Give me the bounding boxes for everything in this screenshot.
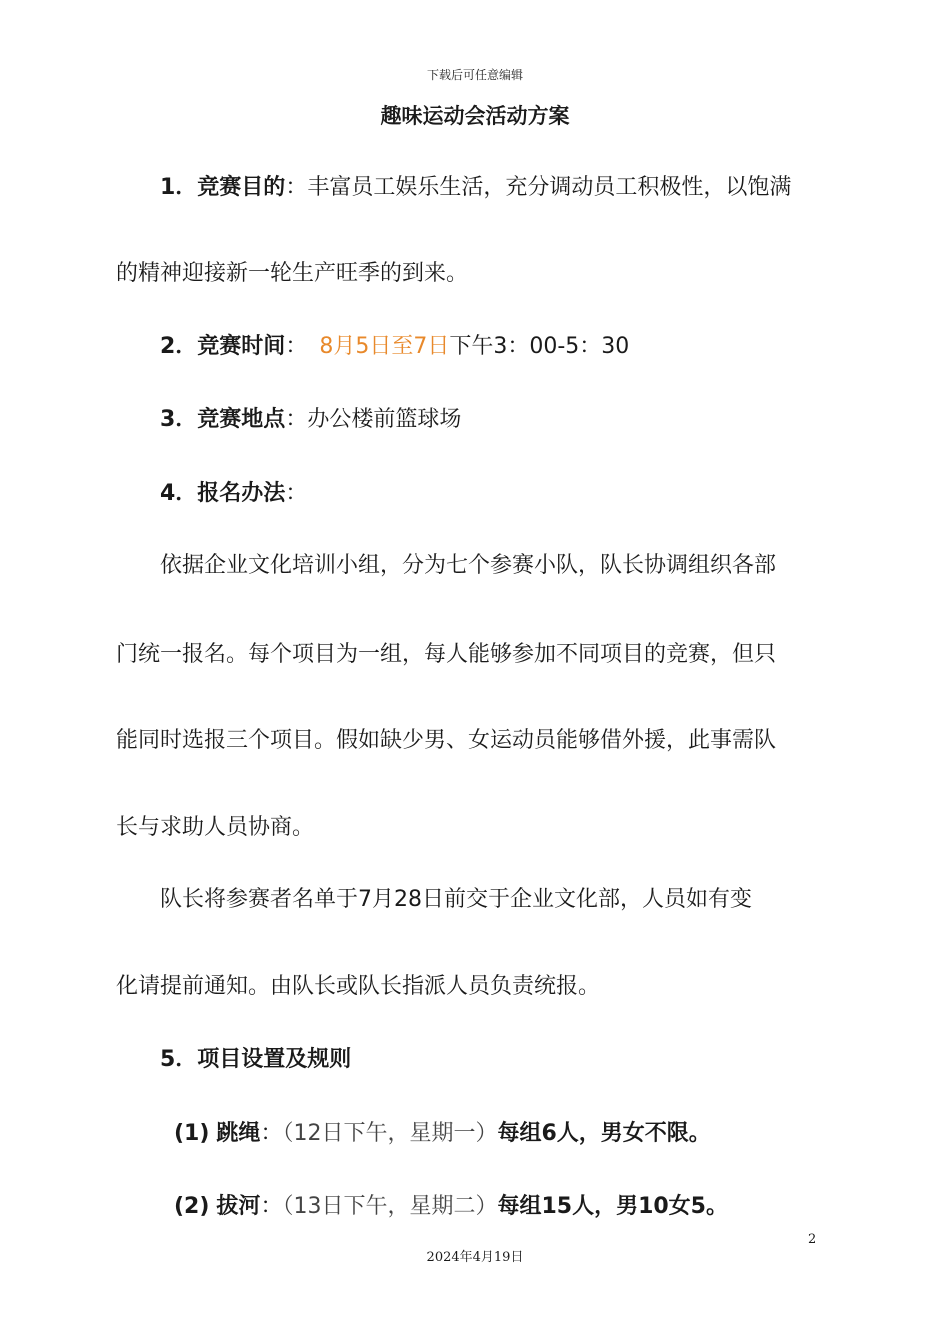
item-1-when: （12日下午，星期一） bbox=[282, 1121, 498, 1146]
page-number: 2 bbox=[808, 1232, 817, 1247]
item-2-colon: ： bbox=[260, 1194, 283, 1219]
paragraph-2-line-2: 化请提前通知。由队长或队长指派人员负责统报。 bbox=[116, 974, 601, 999]
section-4-colon: ： bbox=[285, 481, 308, 506]
header-note: 下载后可任意编辑 bbox=[426, 68, 523, 82]
paragraph-1-line-2: 门统一报名。每个项目为一组，每人能够参加不同项目的竞赛，但只 bbox=[116, 642, 777, 667]
section-3-colon: ： bbox=[285, 407, 308, 432]
item-2-rule: 每组15人，男10女5。 bbox=[497, 1194, 728, 1219]
item-2-name: 拔河 bbox=[216, 1194, 261, 1219]
item-1-name: 跳绳 bbox=[216, 1121, 261, 1146]
section-1-colon: ： bbox=[285, 175, 308, 200]
item-1-rule: 每组6人，男女不限。 bbox=[497, 1121, 711, 1146]
paragraph-1-line-1: 依据企业文化培训小组，分为七个参赛小队，队长协调组织各部 bbox=[160, 553, 777, 578]
section-4 bbox=[160, 478, 307, 510]
section-3-text: 办公楼前篮球场 bbox=[307, 407, 462, 432]
section-1-line-1 bbox=[160, 172, 791, 204]
section-3-label: 3．竞赛地点 bbox=[160, 407, 286, 432]
section-1-text: 丰富员工娱乐生活，充分调动员工积极性，以饱满 bbox=[307, 175, 792, 200]
section-2-label: 2．竞赛时间 bbox=[160, 334, 286, 359]
section-1-line-2: 的精神迎接新一轮生产旺季的到来。 bbox=[116, 261, 469, 286]
paragraph-1-line-3: 能同时选报三个项目。假如缺少男、女运动员能够借外援，此事需队 bbox=[116, 728, 777, 753]
section-2-colon: ： bbox=[285, 334, 308, 359]
paragraph-2-line-1: 队长将参赛者名单于7月28日前交于企业文化部，人员如有变 bbox=[160, 887, 752, 912]
item-1-colon: ： bbox=[260, 1121, 283, 1146]
item-2 bbox=[174, 1191, 728, 1223]
item-2-when: （13日下午，星期二） bbox=[282, 1194, 498, 1219]
footer-date: 2024年4月19日 bbox=[426, 1250, 524, 1265]
section-1-label: 1．竞赛目的 bbox=[160, 175, 286, 200]
section-4-label: 4．报名办法 bbox=[160, 481, 286, 506]
competition-date: 8月5日至7日 bbox=[319, 334, 450, 359]
item-1 bbox=[174, 1118, 711, 1150]
section-2 bbox=[160, 331, 629, 363]
document-title: 趣味运动会活动方案 bbox=[380, 104, 570, 128]
paragraph-1-line-4: 长与求助人员协商。 bbox=[116, 815, 315, 840]
item-1-number: (1) bbox=[174, 1121, 210, 1146]
section-3 bbox=[160, 404, 461, 436]
competition-time: 下午3：00-5：30 bbox=[449, 334, 630, 359]
item-2-number: (2) bbox=[174, 1194, 210, 1219]
section-5-label: 5．项目设置及规则 bbox=[160, 1047, 352, 1072]
